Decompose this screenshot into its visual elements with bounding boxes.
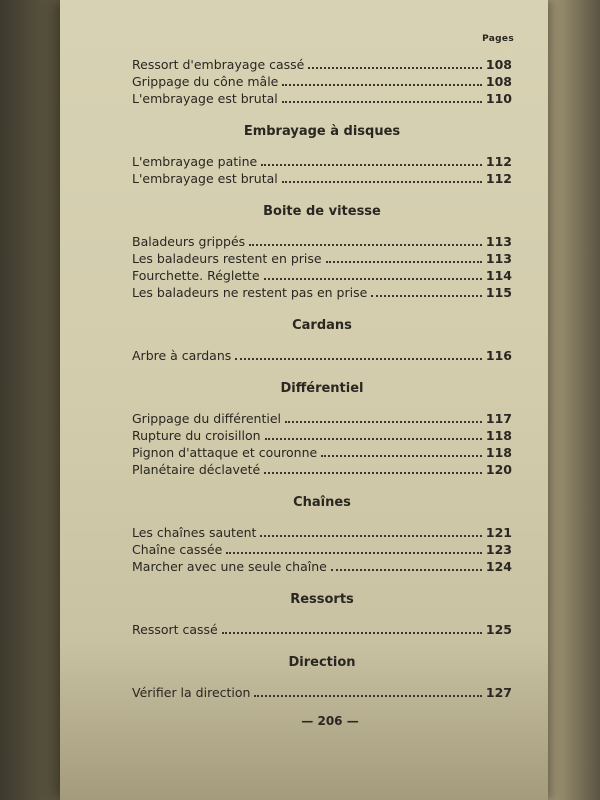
toc-entry [132, 73, 512, 90]
dot-leader [285, 410, 482, 423]
entry-page-number: 123 [485, 542, 512, 557]
entry-label: L'embrayage est brutal [132, 171, 278, 186]
toc-entry [132, 56, 512, 73]
toc-entry [132, 524, 512, 541]
toc-entry [132, 541, 512, 558]
toc-section [132, 315, 512, 364]
toc-section [132, 492, 512, 575]
entry-label: Planétaire déclaveté [132, 462, 261, 477]
dot-leader [326, 250, 482, 263]
dot-leader [264, 267, 482, 280]
dot-leader [265, 427, 482, 440]
dot-leader [331, 558, 482, 571]
dot-leader [264, 461, 482, 474]
toc-section [132, 652, 512, 701]
dot-leader [282, 73, 482, 86]
toc-entry [132, 427, 512, 444]
table-of-contents [132, 56, 512, 701]
dot-leader [371, 284, 482, 297]
toc-entry [132, 444, 512, 461]
toc-entry [132, 684, 512, 701]
entry-page-number: 121 [485, 525, 512, 540]
toc-entry [132, 170, 512, 187]
intro-entries [132, 56, 512, 107]
section-title: Direction [288, 655, 356, 670]
entry-page-number: 118 [485, 428, 512, 443]
dot-leader [260, 524, 481, 537]
toc-entry [132, 284, 512, 301]
toc-sections [132, 121, 512, 701]
entry-label: Arbre à cardans [132, 348, 232, 363]
entry-page-number: 127 [485, 685, 512, 700]
entry-label: Marcher avec une seule chaîne [132, 559, 327, 574]
toc-entry [132, 90, 512, 107]
entry-page-number: 125 [485, 622, 512, 637]
section-title: Embrayage à disques [243, 124, 401, 139]
entry-label: Fourchette. Réglette [132, 268, 260, 283]
entry-label: Chaîne cassée [132, 542, 223, 557]
dot-leader [254, 684, 481, 697]
toc-entry [132, 558, 512, 575]
entry-label: Grippage du cône mâle [132, 74, 279, 89]
entry-label: Pignon d'attaque et couronne [132, 445, 318, 460]
entry-page-number: 116 [485, 348, 512, 363]
dot-leader [321, 444, 482, 457]
entry-label: Baladeurs grippés [132, 234, 246, 249]
section-title: Chaînes [293, 495, 351, 510]
entry-label: L'embrayage patine [132, 154, 258, 169]
dot-leader [282, 90, 482, 103]
page-number: — 206 — [301, 714, 359, 728]
entry-page-number: 108 [485, 74, 512, 89]
toc-entry [132, 461, 512, 478]
dot-leader [282, 170, 482, 183]
toc-entry [132, 250, 512, 267]
dot-leader [235, 347, 482, 360]
toc-entry [132, 233, 512, 250]
section-title: Cardans [292, 318, 352, 333]
entry-page-number: 112 [485, 154, 512, 169]
entry-label: Les baladeurs ne restent pas en prise [132, 285, 368, 300]
entry-page-number: 112 [485, 171, 512, 186]
entry-label: Ressort d'embrayage cassé [132, 57, 305, 72]
entry-label: Les chaînes sautent [132, 525, 257, 540]
entry-page-number: 108 [485, 57, 512, 72]
toc-section [132, 378, 512, 478]
toc-entry [132, 267, 512, 284]
entry-page-number: 114 [485, 268, 512, 283]
entry-label: Les baladeurs restent en prise [132, 251, 322, 266]
section-title: Boite de vitesse [263, 204, 381, 219]
pages-column-header: Pages [482, 34, 514, 44]
entry-label: Rupture du croisillon [132, 428, 261, 443]
entry-page-number: 124 [485, 559, 512, 574]
dot-leader [222, 621, 482, 634]
entry-label: L'embrayage est brutal [132, 91, 278, 106]
entry-page-number: 118 [485, 445, 512, 460]
toc-entry [132, 347, 512, 364]
toc-section [132, 201, 512, 301]
toc-section [132, 589, 512, 638]
dot-leader [261, 153, 482, 166]
dot-leader [308, 56, 482, 69]
section-title: Différentiel [280, 381, 364, 396]
entry-page-number: 115 [485, 285, 512, 300]
entry-page-number: 117 [485, 411, 512, 426]
entry-page-number: 113 [485, 234, 512, 249]
dot-leader [249, 233, 482, 246]
section-title: Ressorts [290, 592, 354, 607]
book-page [60, 0, 548, 800]
entry-page-number: 110 [485, 91, 512, 106]
entry-label: Vérifier la direction [132, 685, 251, 700]
toc-entry [132, 621, 512, 638]
dot-leader [226, 541, 482, 554]
toc-section [132, 121, 512, 187]
entry-label: Grippage du différentiel [132, 411, 281, 426]
entry-page-number: 120 [485, 462, 512, 477]
entry-label: Ressort cassé [132, 622, 218, 637]
entry-page-number: 113 [485, 251, 512, 266]
toc-entry [132, 410, 512, 427]
toc-entry [132, 153, 512, 170]
